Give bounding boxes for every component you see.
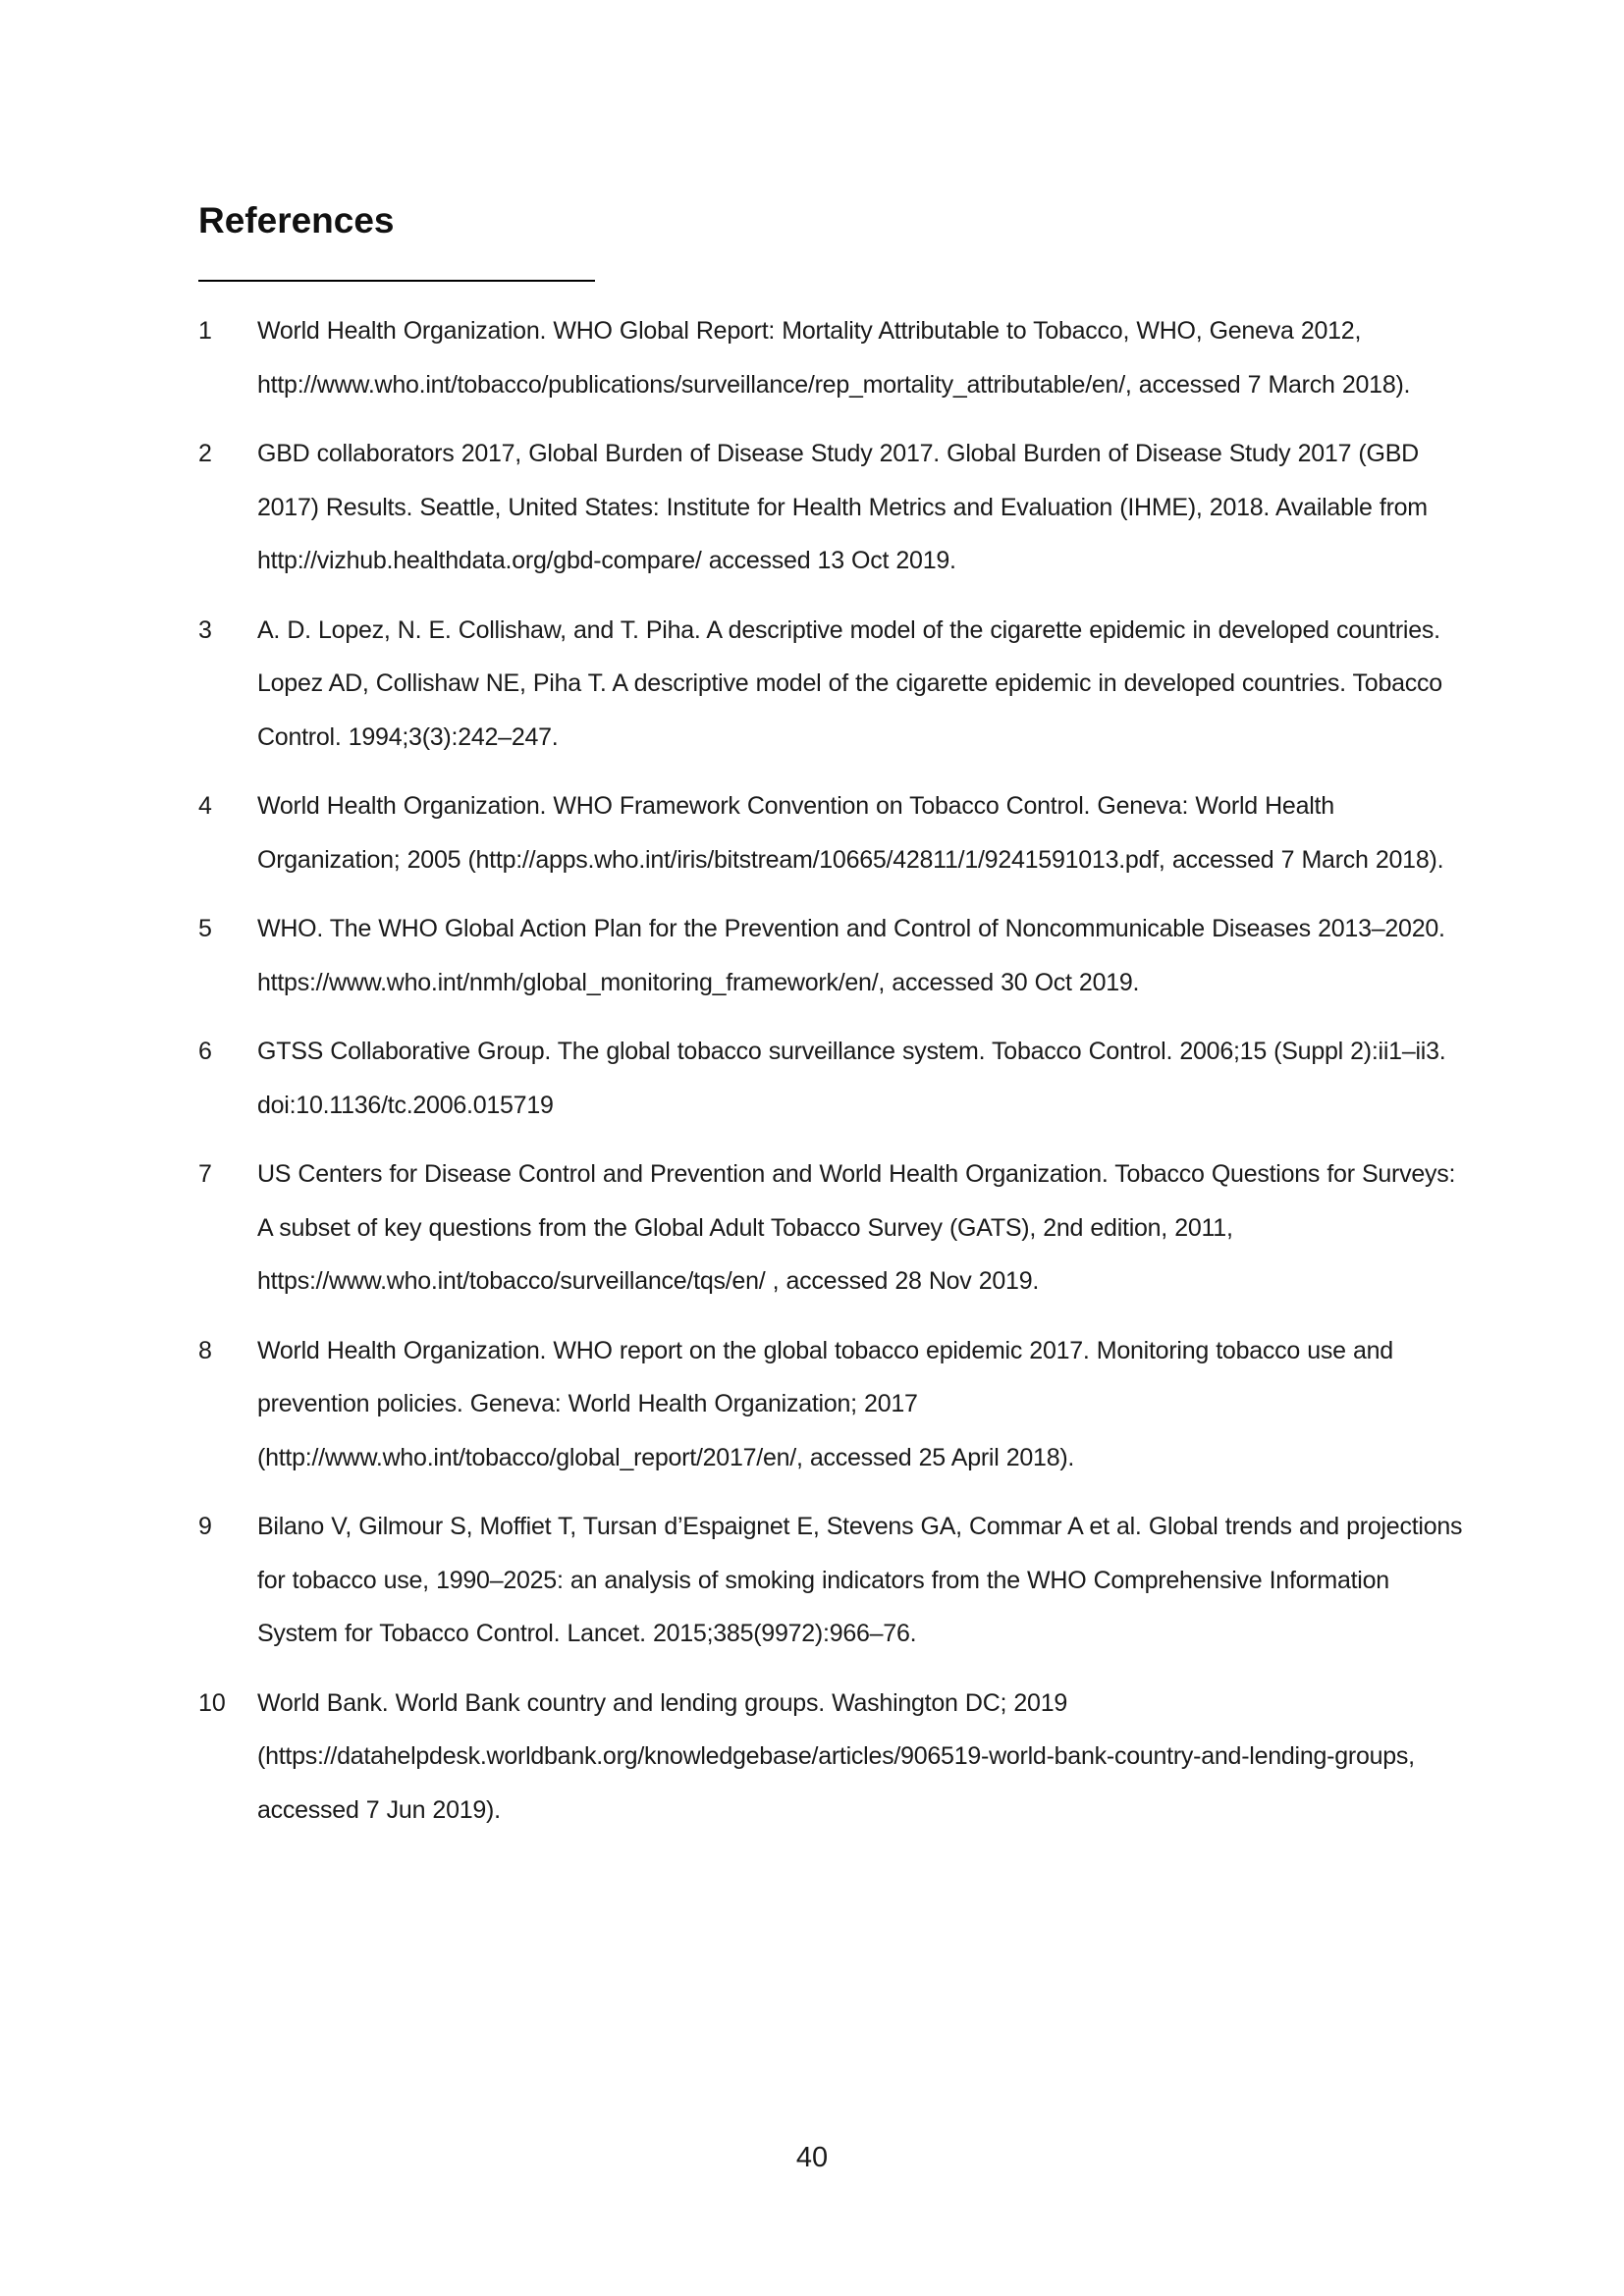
reference-item-5	[198, 902, 1465, 1009]
reference-number: 1	[198, 317, 212, 345]
reference-text: GBD collaborators 2017, Global Burden of Disease Study 2017. Global Burden of Disease Study 2017 (GBD 2017) Results. Seattle, United States: Institute for Health Metrics and Evaluation (IHME), 2018. Available from http://vizhub.healthdata.org/gbd-compare/ accessed 13 Oct 2019.	[257, 440, 1428, 574]
reference-item-9	[198, 1500, 1465, 1661]
reference-text: WHO. The WHO Global Action Plan for the Prevention and Control of Noncommunicable Diseases 2013–2020. https://www.who.int/nmh/global_monitoring_framework/en/, accessed 30 Oct 2019.	[257, 915, 1445, 996]
reference-list	[198, 304, 1465, 1852]
reference-item-10	[198, 1677, 1465, 1838]
reference-item-1	[198, 304, 1465, 411]
reference-text: World Health Organization. WHO Framework Convention on Tobacco Control. Geneva: World Health Organization; 2005 (http://apps.who.int/iris/bitstream/10665/42811/1/9241591013.pdf, accessed 7 March 2018).	[257, 792, 1444, 874]
reference-number: 4	[198, 792, 212, 820]
reference-number: 8	[198, 1336, 212, 1364]
reference-number: 5	[198, 915, 212, 942]
reference-text: Bilano V, Gilmour S, Moffiet T, Tursan d’Espaignet E, Stevens GA, Commar A et al. Global trends and projections for tobacco use, 1990–2025: an analysis of smoking indicators from the WHO Comprehensive Information System for Tobacco Control. Lancet. 2015;385(9972):966–76.	[257, 1513, 1463, 1647]
reference-item-3	[198, 604, 1465, 765]
page-title: References	[198, 200, 395, 240]
reference-text: World Bank. World Bank country and lending groups. Washington DC; 2019 (https://datahelpdesk.worldbank.org/knowledgebase/articles/906519-world-bank-country-and-lending-groups, accessed 7 Jun 2019).	[257, 1688, 1415, 1824]
reference-item-4	[198, 779, 1465, 886]
reference-text: GTSS Collaborative Group. The global tobacco surveillance system. Tobacco Control. 2006;15 (Suppl 2):ii1–ii3. doi:10.1136/tc.2006.015719	[257, 1038, 1446, 1119]
reference-number: 3	[198, 615, 212, 644]
reference-item-2	[198, 427, 1465, 588]
reference-text: World Health Organization. WHO report on the global tobacco epidemic 2017. Monitoring tobacco use and prevention policies. Geneva: World Health Organization; 2017 (http://www.who.int/tobacco/global_report/2017/en/, accessed 25 April 2018).	[257, 1336, 1393, 1471]
reference-text: World Health Organization. WHO Global Report: Mortality Attributable to Tobacco, WHO, Geneva 2012, http://www.who.int/tobacco/publications/surveillance/rep_mortality_attributable/en/, accessed 7 March 2018).	[257, 317, 1411, 399]
reference-item-6	[198, 1025, 1465, 1132]
reference-number: 2	[198, 440, 212, 467]
reference-number: 10	[198, 1688, 226, 1717]
reference-number: 6	[198, 1038, 212, 1065]
reference-number: 7	[198, 1160, 212, 1188]
reference-item-8	[198, 1324, 1465, 1485]
reference-text: A. D. Lopez, N. E. Collishaw, and T. Piha. A descriptive model of the cigarette epidemic in developed countries. Lopez AD, Collishaw NE, Piha T. A descriptive model of the cigarette epidemic in developed countries. Tobacco Control. 1994;3(3):242–247.	[257, 615, 1442, 751]
title-underline-rule	[198, 280, 595, 282]
reference-item-7	[198, 1148, 1465, 1308]
page-number: 40	[795, 2142, 829, 2173]
reference-number: 9	[198, 1513, 212, 1540]
reference-text: US Centers for Disease Control and Prevention and World Health Organization. Tobacco Questions for Surveys: A subset of key questions from the Global Adult Tobacco Survey (GATS), 2nd edition, 2011, https://www.who.int/tobacco/surveillance/tqs/en/ , accessed 28 Nov 2019.	[257, 1160, 1456, 1295]
